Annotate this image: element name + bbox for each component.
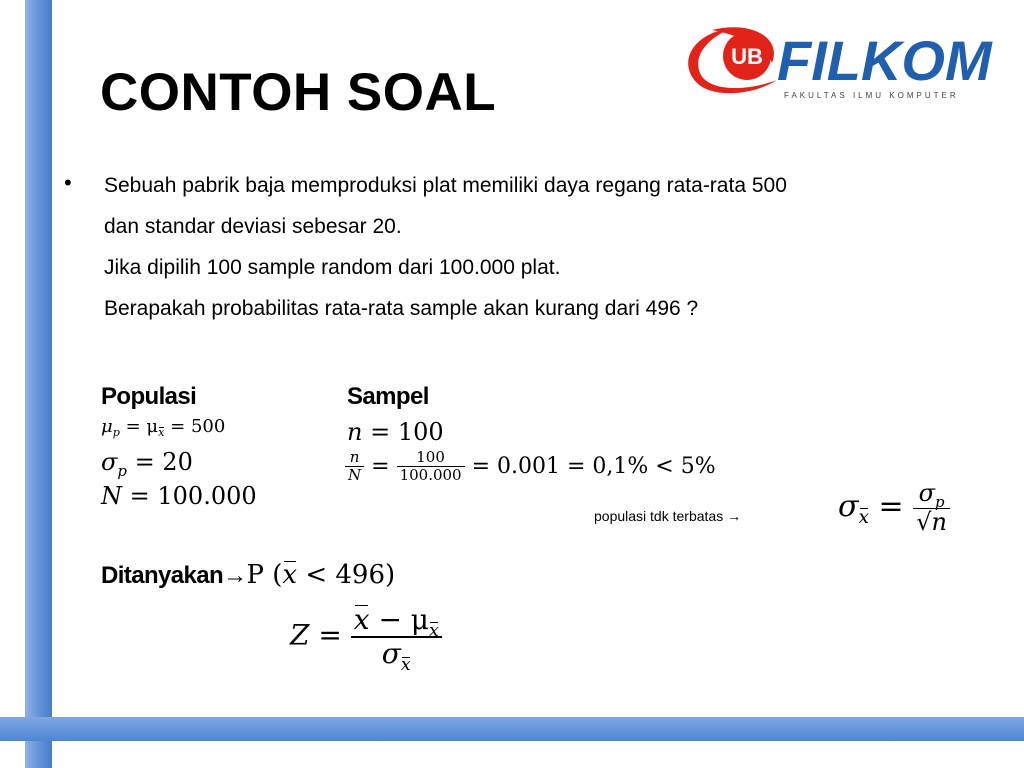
filkom-logo	[672, 18, 1012, 108]
problem-line: Berapakah probabilitas rata-rata sample akan kurang dari 496 ?	[104, 297, 699, 320]
slide-title: CONTOH SOAL	[100, 63, 497, 122]
problem-text	[104, 165, 984, 329]
z-formula: Z = $\frac{x - \mu_x}{\sigma_x}$	[290, 604, 442, 670]
bullet-marker: •	[64, 170, 72, 195]
note-populasi-tdk-terbatas: populasi tdk terbatas →	[594, 508, 742, 524]
problem-line: dan standar deviasi sebesar 20.	[104, 215, 402, 238]
ditanyakan-line: Ditanyakan→P (x < 496)	[101, 560, 396, 590]
populasi-mu: $\mu_p = \mu_x = 500$	[101, 416, 226, 440]
sigma-xbar-formula: $\sigma_x$ = $\frac{\sigma_p}{√n}$	[838, 480, 950, 536]
populasi-heading: Populasi	[101, 383, 197, 410]
sampel-heading: Sampel	[347, 383, 429, 410]
left-accent-bar	[25, 0, 52, 768]
sampel-n: n = 100	[347, 418, 444, 446]
problem-line: Sebuah pabrik baja memproduksi plat memiliki daya regang rata-rata 500	[104, 174, 787, 197]
logo-subtitle: FAKULTAS ILMU KOMPUTER	[784, 91, 959, 100]
problem-line: Jika dipilih 100 sample random dari 100.000 plat.	[104, 256, 561, 279]
sampel-ratio: $\frac{n}{N}$ = $\frac{100}{100.000}$ = 0.001 = 0,1% < 5%	[345, 449, 716, 485]
bottom-accent-bar	[0, 717, 1024, 741]
logo-text: FILKOM	[777, 29, 992, 92]
populasi-N: N = 100.000	[101, 482, 257, 510]
logo-badge: UB	[731, 44, 763, 69]
populasi-sigma: $\sigma_p = 20$	[101, 448, 193, 480]
